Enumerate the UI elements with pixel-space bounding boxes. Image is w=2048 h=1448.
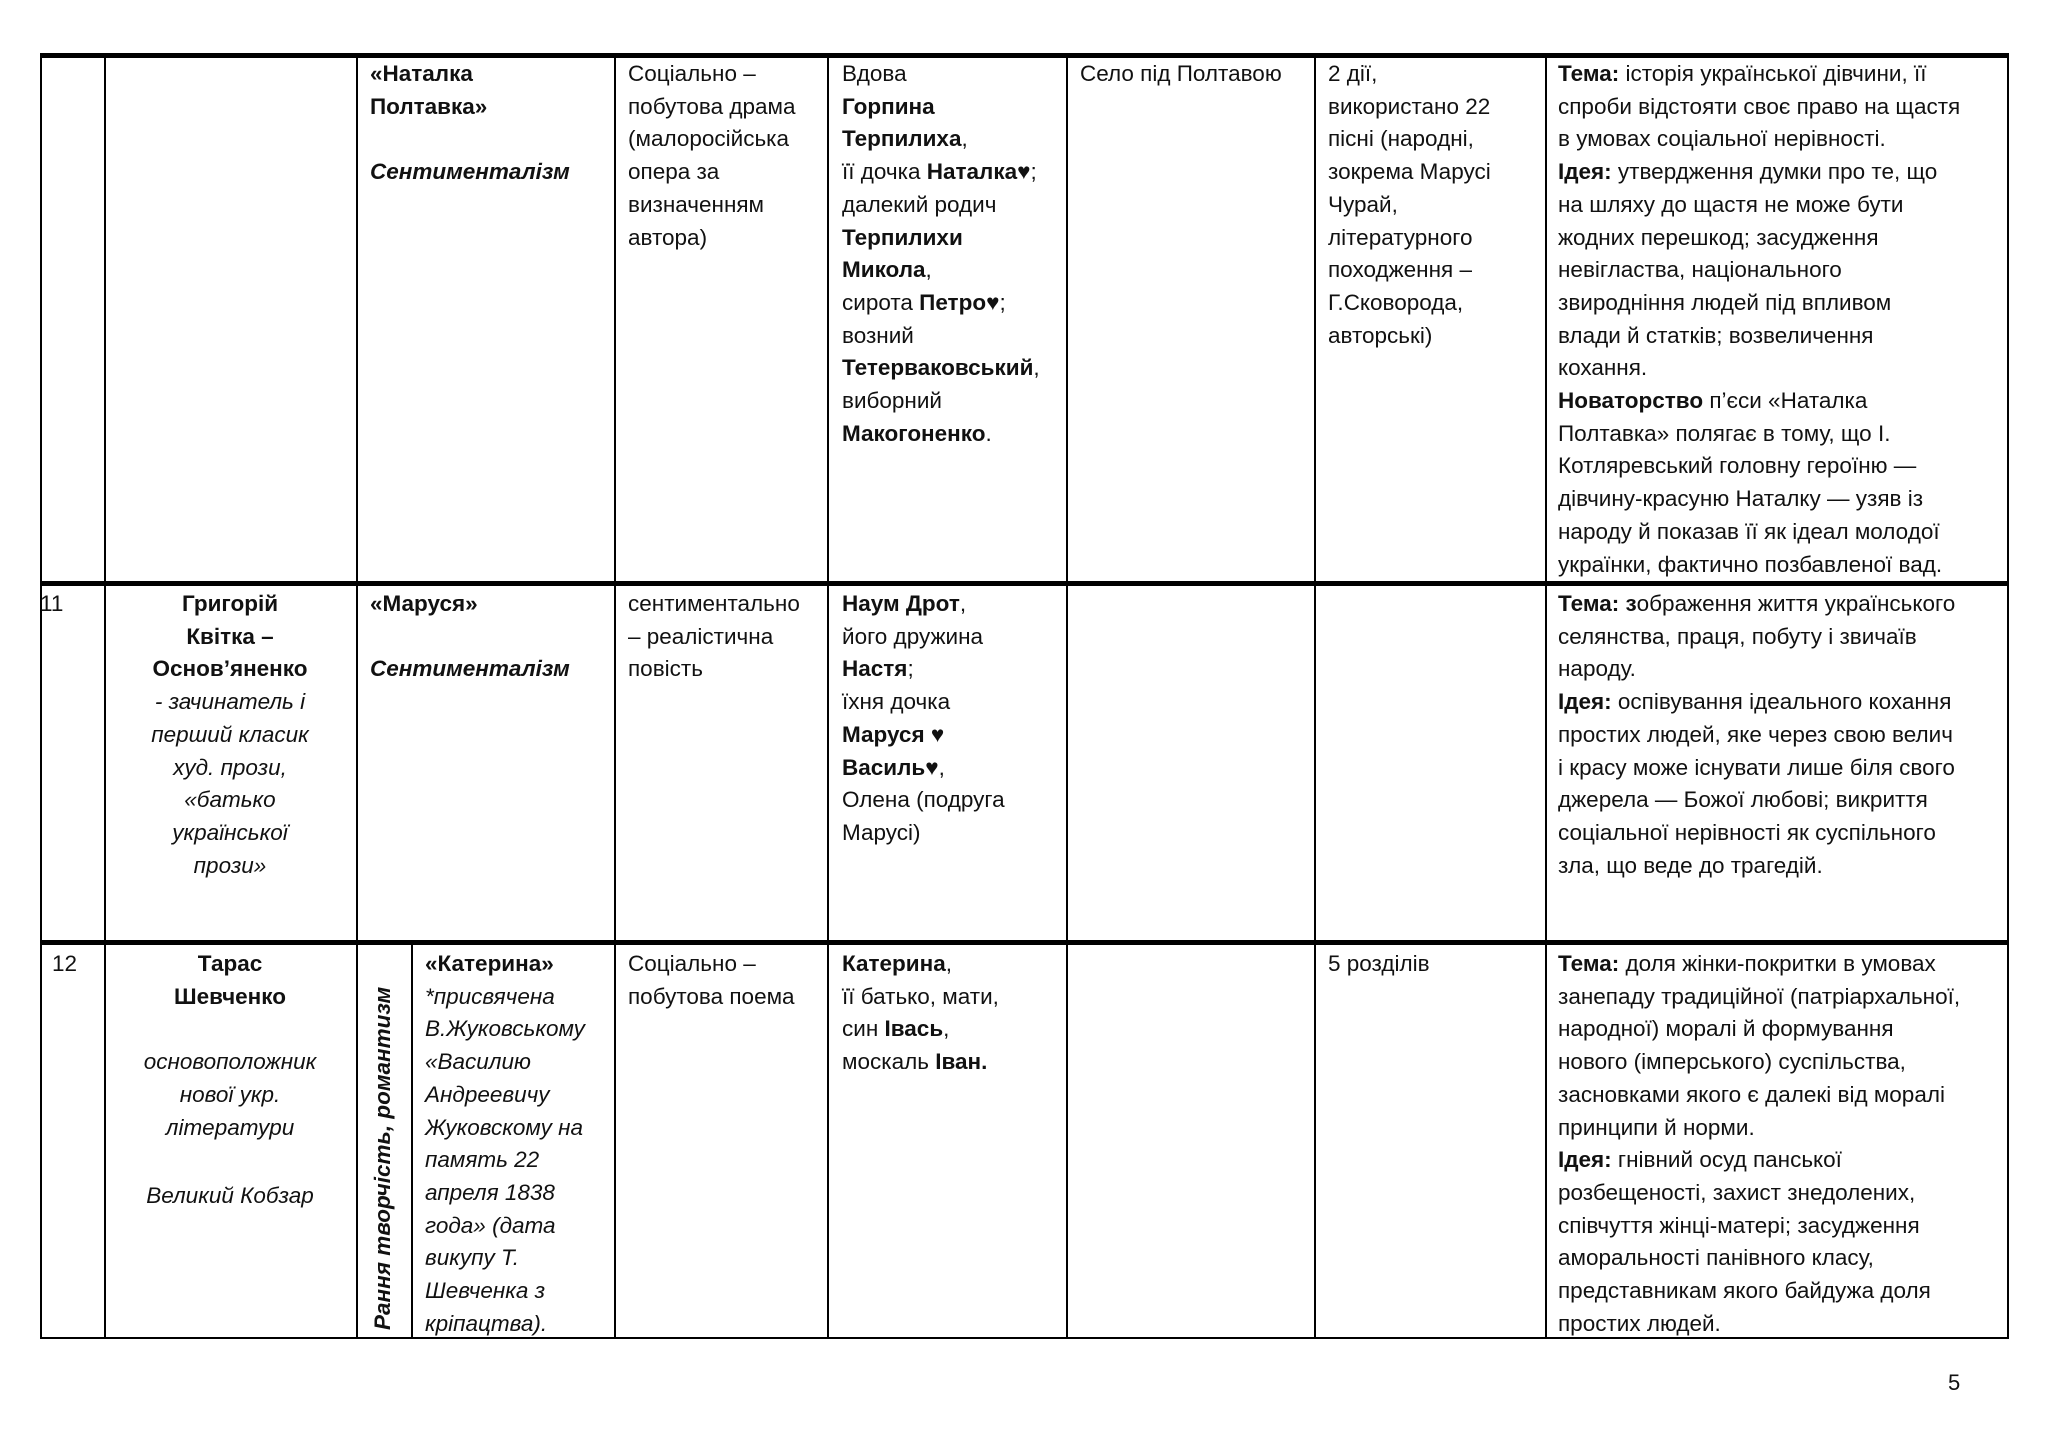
text: аморальності панівного класу, [1558, 1245, 1874, 1271]
work-title [370, 588, 478, 621]
literary-style [370, 653, 570, 686]
dedication-note [425, 1242, 519, 1275]
text: засновками якого є далекі від моралі [1558, 1081, 1945, 1107]
text: «Маруся» [370, 591, 478, 616]
character-line [842, 653, 914, 686]
column-rule [614, 53, 616, 1339]
character-line [842, 320, 914, 353]
text: , [961, 126, 968, 152]
text: Сентименталізм [370, 159, 570, 185]
text: Вдова [842, 61, 907, 86]
text: сирота [842, 289, 920, 315]
theme-line [1558, 483, 1923, 516]
text: виборний [842, 388, 942, 413]
genre [628, 91, 796, 124]
character-line [842, 418, 992, 451]
theme-line [1558, 981, 1960, 1014]
page-number: 5 [1948, 1370, 1961, 1395]
text: визначенням [628, 191, 765, 217]
text: української [172, 819, 288, 845]
dedication-note [425, 1079, 550, 1112]
text: спроби відстояти своє право на щастя [1558, 93, 1961, 119]
text: в умовах соціальної нерівності. [1558, 126, 1886, 152]
character-line [842, 1013, 949, 1046]
text: худ. прози, [173, 754, 287, 780]
text: Тарас [197, 951, 263, 976]
theme-line [1558, 719, 1953, 752]
bold-text: Василь♥ [842, 754, 939, 780]
theme-line [1558, 156, 1937, 189]
row-divider [40, 940, 2008, 945]
author-line [107, 948, 353, 981]
bold-text: Терпилихи [842, 224, 963, 250]
text: - зачинатель і [154, 689, 306, 715]
text: Олена (подруга [842, 787, 1005, 813]
theme-line [1558, 1242, 1874, 1275]
text: , [925, 257, 932, 283]
text: зла, що веде до трагедій. [1558, 852, 1823, 878]
bold-text: Катерина [842, 951, 946, 976]
text: память 22 [425, 1147, 540, 1173]
text: Соціально – [628, 951, 756, 976]
literary-style [370, 156, 570, 189]
bold-text: Тетерваковський [842, 355, 1034, 381]
text: В.Жуковському [425, 1016, 585, 1042]
genre [628, 981, 795, 1014]
text: побутова драма [628, 93, 796, 119]
text: Котляревський головну героїню — [1558, 453, 1917, 479]
author-line [107, 719, 353, 752]
theme-line [1558, 450, 1916, 483]
text: історія української дівчини, її [1619, 61, 1927, 86]
bold-text: з [1625, 591, 1637, 616]
text: Полтавка» полягає в тому, що І. [1558, 420, 1891, 446]
author-line [107, 1079, 353, 1112]
author-line [107, 686, 353, 719]
theme-line [1558, 1275, 1931, 1308]
text: *присвячена [425, 983, 555, 1009]
character-line [842, 621, 983, 654]
text: походження – [1328, 257, 1472, 283]
text: «Катерина» [425, 951, 554, 976]
work-title [370, 58, 473, 91]
text: син [842, 1016, 885, 1042]
text: співчуття жінці-матері; засудження [1558, 1212, 1920, 1238]
theme-line [1558, 948, 1936, 981]
text: – реалістична [628, 623, 774, 649]
composition [1328, 91, 1490, 124]
theme-line [1558, 850, 1823, 883]
character-line [842, 189, 996, 222]
text: повість [628, 656, 703, 682]
bold-text: Наум Дрот [842, 591, 960, 616]
text: , [1033, 355, 1040, 381]
composition [1328, 58, 1377, 91]
bold-text: Настя [842, 656, 908, 682]
text: літературного [1328, 224, 1473, 250]
theme-line [1558, 222, 1879, 255]
text: українки, фактично позбавленої вад. [1558, 551, 1943, 577]
text: далекий родич [842, 191, 997, 217]
row-number [40, 588, 63, 621]
text: «Василию [425, 1049, 531, 1075]
text: Г.Сковорода, [1328, 289, 1464, 315]
text: Квітка – [186, 623, 274, 649]
composition [1328, 287, 1463, 320]
bold-text: Маруся ♥ [842, 721, 945, 747]
text: Соціально – [628, 61, 756, 86]
text: соціальної нерівності як суспільного [1558, 819, 1936, 845]
text: пісні (народні, [1328, 126, 1474, 152]
character-line [842, 287, 1006, 320]
bold-text: Терпилиха [842, 126, 962, 152]
text: Григорій [181, 591, 279, 616]
text: основоположник [143, 1049, 317, 1075]
character-line [842, 981, 999, 1014]
text: Шевченка з [425, 1278, 546, 1303]
theme-line [1558, 784, 1928, 817]
text: влади й статків; возвеличення [1558, 322, 1874, 348]
author-line [107, 1112, 353, 1145]
text: , [943, 1016, 950, 1042]
theme-line [1558, 549, 1942, 582]
row-number [52, 948, 77, 981]
character-line [842, 352, 1040, 385]
text: 11 [40, 591, 64, 616]
text: апреля 1838 [425, 1179, 555, 1205]
text: простих людей, яке через свою велич [1558, 721, 1953, 747]
text: Великий Кобзар [146, 1183, 314, 1209]
text: народу й показав її як ідеал молодої [1558, 518, 1940, 544]
place [1080, 58, 1282, 91]
genre [628, 588, 800, 621]
bold-text: Тема: [1558, 61, 1620, 86]
column-rule [1545, 53, 1547, 1339]
character-line [842, 752, 945, 785]
character-line [842, 686, 950, 719]
theme-line [1558, 189, 1903, 222]
work-title [370, 91, 487, 124]
genre [628, 948, 756, 981]
text: Жуковскому на [425, 1114, 583, 1140]
column-rule [411, 940, 413, 1338]
theme-line [1558, 1144, 1842, 1177]
author-line [107, 817, 353, 850]
theme-line [1558, 123, 1886, 156]
author-line [107, 1046, 353, 1079]
author-line [107, 653, 353, 686]
text: Андреевичу [425, 1081, 550, 1107]
genre [628, 123, 789, 156]
bold-text: Іван. [935, 1049, 988, 1075]
text: москаль [842, 1049, 936, 1075]
text: джерела — Божої любові; викриття [1558, 787, 1928, 813]
bold-text: Макогоненко [842, 420, 986, 446]
theme-line [1558, 588, 1955, 621]
text: Основ’яненко [152, 656, 308, 682]
genre [628, 621, 773, 654]
composition [1328, 189, 1398, 222]
character-line [842, 784, 1005, 817]
genre [628, 222, 707, 255]
theme-line [1558, 320, 1873, 353]
composition [1328, 320, 1432, 353]
text: ; [907, 656, 914, 682]
text: оспівування ідеального кохання [1611, 689, 1952, 715]
column-rule [1066, 53, 1068, 1339]
text: Марусі) [842, 819, 921, 845]
theme-line [1558, 752, 1955, 785]
text: Чурай, [1328, 191, 1398, 217]
text: . [985, 420, 992, 446]
column-rule [104, 53, 106, 1339]
dedication-note [425, 1144, 539, 1177]
dedication-note [425, 1210, 556, 1243]
character-line [842, 719, 944, 752]
bold-text: Наталка♥ [926, 159, 1031, 185]
text: її дочка [842, 159, 927, 185]
theme-line [1558, 621, 1917, 654]
text: авторські) [1328, 322, 1433, 348]
text: 5 розділів [1328, 951, 1430, 976]
bold-text: Тема: [1558, 951, 1620, 976]
character-line [842, 254, 932, 287]
column-rule [827, 53, 829, 1339]
theme-line [1558, 1177, 1915, 1210]
theme-line [1558, 1013, 1894, 1046]
dedication-note [425, 981, 555, 1014]
character-line [842, 1046, 987, 1079]
bold-text: Новаторство [1558, 388, 1704, 413]
theme-line [1558, 653, 1636, 686]
bold-text: Тема: [1558, 591, 1620, 616]
bold-text: Горпина [842, 93, 935, 119]
author-line [107, 752, 353, 785]
author-line [107, 850, 353, 883]
text: представникам якого байдужа доля [1558, 1278, 1931, 1303]
author-line [107, 784, 353, 817]
bold-text: Петро♥ [919, 289, 1000, 315]
character-line [842, 123, 968, 156]
theme-line [1558, 58, 1926, 91]
author-line [107, 621, 353, 654]
theme-line [1558, 352, 1647, 385]
author-line [107, 1180, 353, 1213]
genre [628, 58, 756, 91]
dedication-note [425, 1046, 531, 1079]
author-line [107, 981, 353, 1014]
author-line [107, 588, 353, 621]
text: селянства, праця, побуту і звичаїв [1558, 623, 1917, 649]
text: літератури [165, 1114, 295, 1140]
text: гнівний осуд панської [1611, 1147, 1842, 1173]
theme-line [1558, 418, 1890, 451]
text: , [945, 951, 952, 976]
column-rule [2007, 53, 2009, 1339]
text: Шевченко [174, 983, 286, 1009]
bold-text: Івась [884, 1016, 944, 1042]
theme-line [1558, 1046, 1906, 1079]
character-line [842, 222, 963, 255]
text: ; [999, 289, 1006, 315]
text: , [959, 591, 967, 616]
work-title [425, 948, 554, 981]
character-line [842, 58, 907, 91]
text: нового (імперського) суспільства, [1558, 1049, 1906, 1075]
text: занепаду традиційної (патріархальної, [1558, 983, 1961, 1009]
composition [1328, 156, 1491, 189]
text: «Наталка [370, 61, 473, 86]
text: дівчину-красуню Наталку — узяв із [1558, 486, 1924, 512]
text: доля жінки-покритки в умовах [1619, 951, 1936, 976]
genre [628, 653, 703, 686]
text: зокрема Марусі [1328, 159, 1491, 185]
dedication-note [425, 1308, 547, 1341]
text: (малоросійська [628, 126, 790, 152]
text: года» (дата [425, 1212, 556, 1238]
text: на шляху до щастя не може бути [1558, 191, 1904, 217]
text: перший класик [151, 721, 309, 747]
composition [1328, 254, 1472, 287]
text: невігластва, національного [1558, 257, 1842, 283]
theme-line [1558, 385, 1867, 418]
text: возний [842, 322, 914, 348]
text: її батько, мати, [842, 983, 999, 1009]
bold-text: Ідея: [1558, 689, 1612, 715]
dedication-note [425, 1112, 583, 1145]
text: сентиментально [628, 591, 800, 616]
text: Сентименталізм [370, 656, 570, 682]
theme-line [1558, 516, 1940, 549]
column-rule [1314, 53, 1316, 1339]
dedication-note [425, 1275, 545, 1308]
genre [628, 156, 719, 189]
text: прози» [193, 852, 267, 878]
row-divider [40, 581, 2008, 586]
character-line [842, 817, 921, 850]
text: утвердження думки про те, що [1611, 159, 1938, 185]
text: і красу може існувати лише біля свого [1558, 754, 1955, 780]
text: їхня дочка [842, 689, 951, 715]
text: п’єси «Наталка [1703, 388, 1868, 413]
text: звиродніння людей під впливом [1558, 289, 1892, 315]
text: ображення життя українського [1636, 591, 1956, 616]
text: ; [1030, 159, 1037, 185]
character-line [842, 91, 935, 124]
text: використано 22 [1328, 93, 1491, 119]
character-line [842, 588, 966, 621]
theme-line [1558, 1079, 1945, 1112]
text: народної) моралі й формування [1558, 1016, 1894, 1042]
text: принципи й норми. [1558, 1114, 1755, 1140]
text: його дружина [842, 623, 984, 649]
column-rule [40, 53, 42, 1339]
bold-text: Ідея: [1558, 1147, 1612, 1173]
text: нової укр. [179, 1081, 281, 1107]
text: простих людей. [1558, 1310, 1721, 1336]
text: побутова поема [628, 983, 795, 1009]
text: 12 [52, 951, 78, 976]
theme-line [1558, 91, 1960, 124]
text: «батько [184, 787, 276, 813]
text: , [938, 754, 945, 780]
composition [1328, 948, 1430, 981]
text: викупу Т. [425, 1245, 520, 1271]
genre [628, 189, 764, 222]
character-line [842, 385, 942, 418]
composition [1328, 222, 1472, 255]
character-line [842, 948, 952, 981]
text: народу. [1558, 656, 1636, 682]
text: автора) [628, 224, 708, 250]
text: Село під Полтавою [1080, 61, 1282, 86]
dedication-note [425, 1177, 555, 1210]
theme-line [1558, 1308, 1721, 1341]
period-label: Рання творчість, романтизм [370, 986, 395, 1330]
text: кріпацтва). [425, 1310, 548, 1336]
theme-line [1558, 686, 1951, 719]
text: кохання. [1558, 355, 1648, 381]
theme-line [1558, 287, 1891, 320]
text: Полтавка» [370, 93, 488, 119]
theme-line [1558, 1210, 1920, 1243]
theme-line [1558, 1112, 1755, 1145]
text: жодних перешкод; засудження [1558, 224, 1879, 250]
dedication-note [425, 1013, 585, 1046]
text: розбещеності, захист знедолених, [1558, 1179, 1916, 1205]
column-rule [356, 53, 358, 1339]
composition [1328, 123, 1474, 156]
theme-line [1558, 254, 1842, 287]
theme-line [1558, 817, 1936, 850]
text: 2 дії, [1328, 61, 1378, 86]
bold-text: Микола [842, 257, 926, 283]
text: опера за [628, 159, 720, 185]
character-line [842, 156, 1037, 189]
bold-text: Ідея: [1558, 159, 1612, 185]
